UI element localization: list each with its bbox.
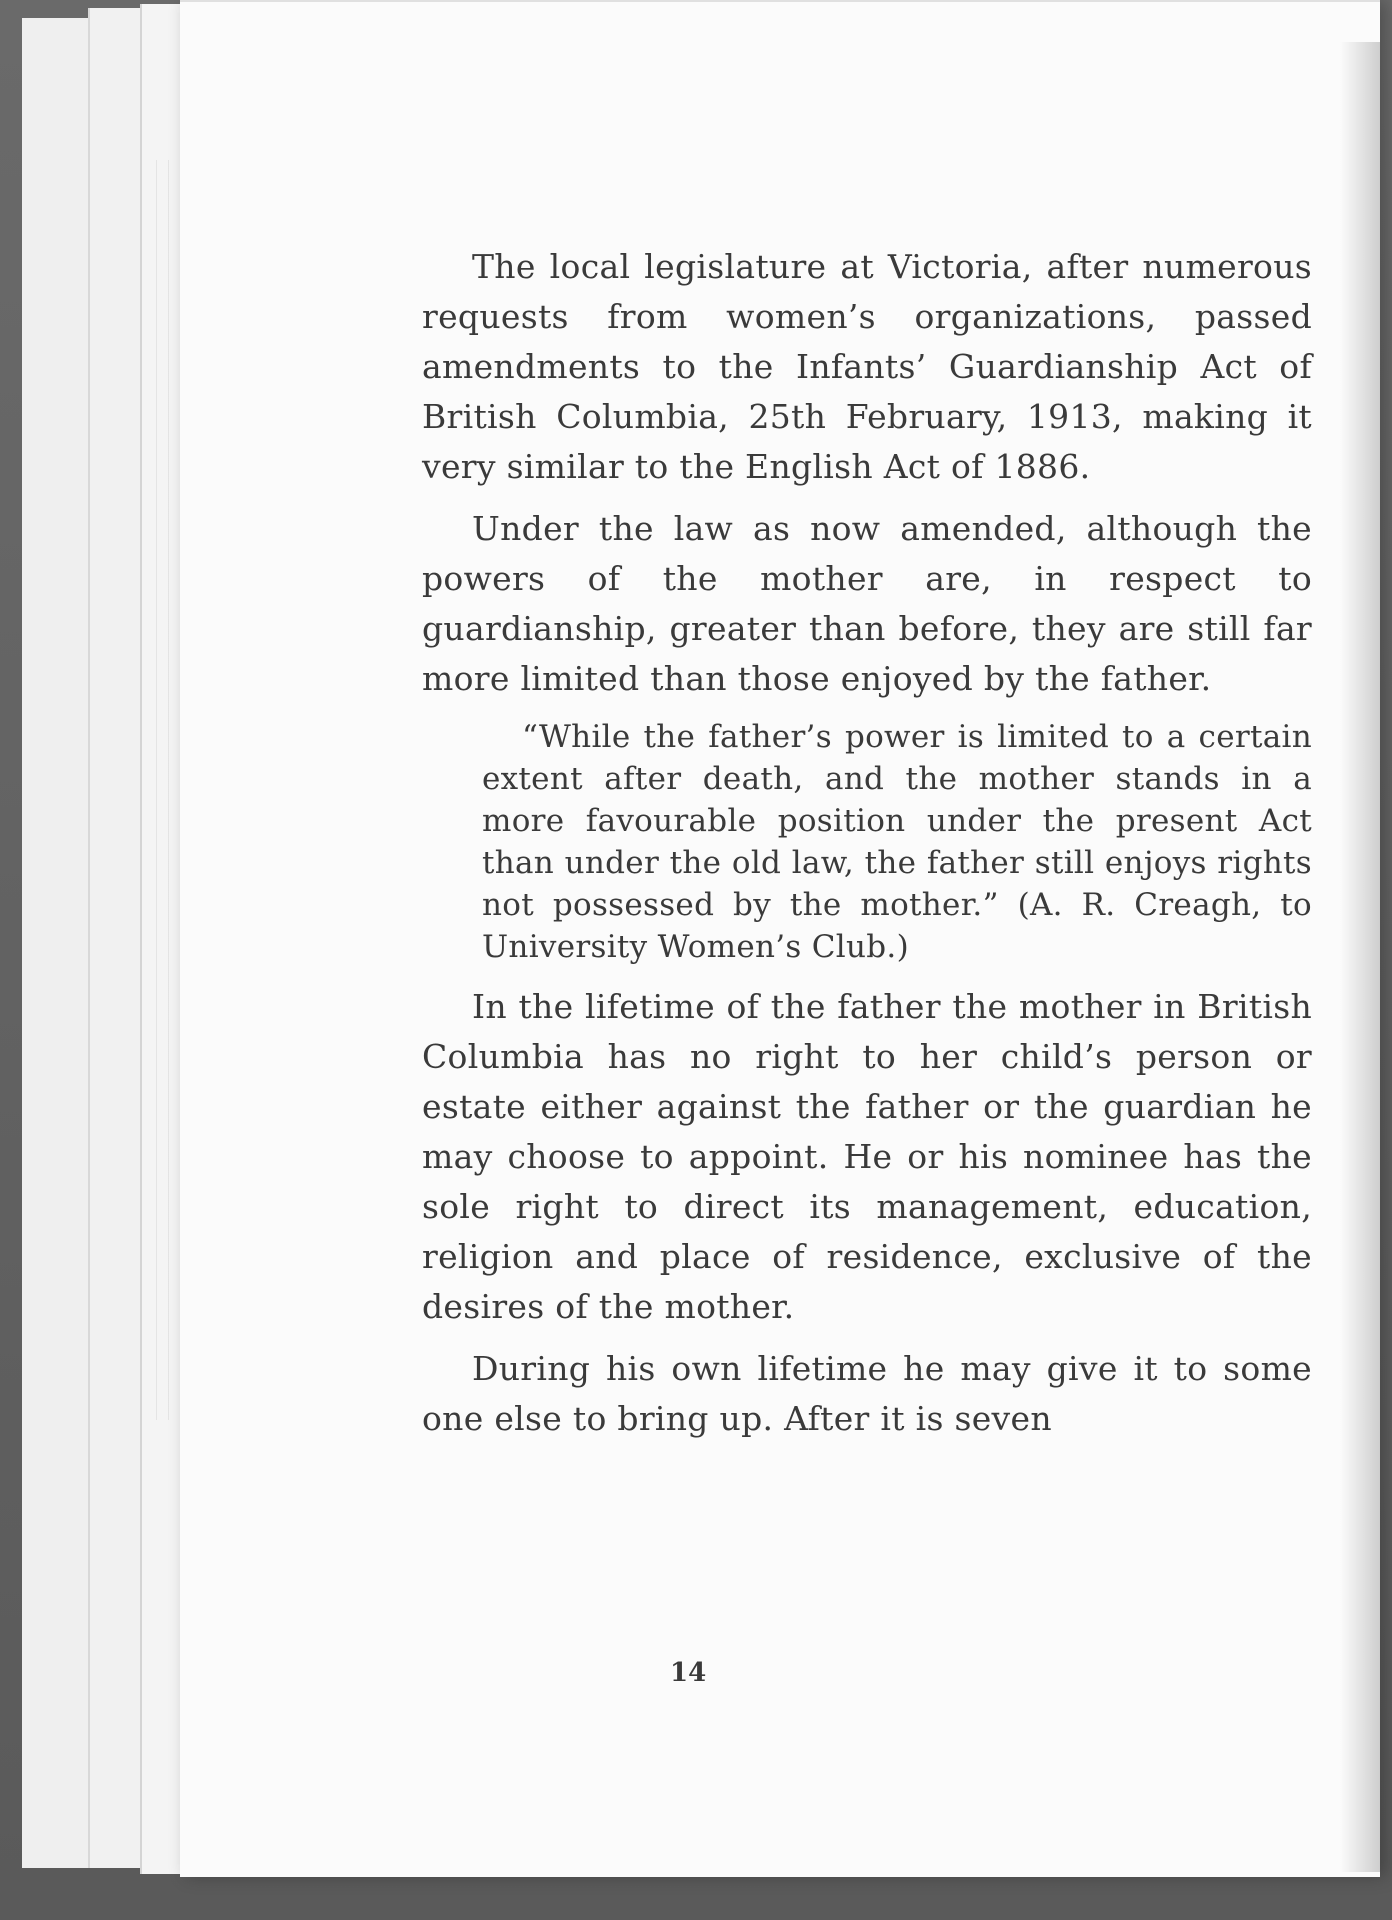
paragraph: During his own lifetime he may give it to some one else to bring up. After it is seven (422, 1349, 1312, 1438)
book-page (180, 0, 1380, 1877)
paragraph: Under the law as now amended, although the powers of the mother are, in respect to guardianship, greater than before, they are still far more limited than those enjoyed by the father. (422, 509, 1312, 698)
block-quote: “While the father’s power is limited to a certain extent after death, and the mother stands in a more favourable position under the present Act than under the old law, the father still enjoys rights not possessed by the mother.” (A. R. Creagh, to University Women’s Club.) (482, 719, 1312, 965)
paragraph: The local legislature at Victoria, after numerous requests from women’s organizations, passed amendments to the Infants’ Guardianship Act of British Columbia, 25th February, 1913, making it very similar to the English Act of 1886. (422, 247, 1312, 486)
page-text (422, 242, 1312, 1456)
paragraph: In the lifetime of the father the mother in British Columbia has no right to her child’s person or estate either against the father or the guardian he may choose to appoint. He or his nominee has the sole right to direct its management, education, religion and place of residence, exclusive of the desires of the mother. (422, 987, 1312, 1326)
page-gutter-shadow (1340, 42, 1380, 1872)
page-number: 14 (670, 1658, 707, 1688)
